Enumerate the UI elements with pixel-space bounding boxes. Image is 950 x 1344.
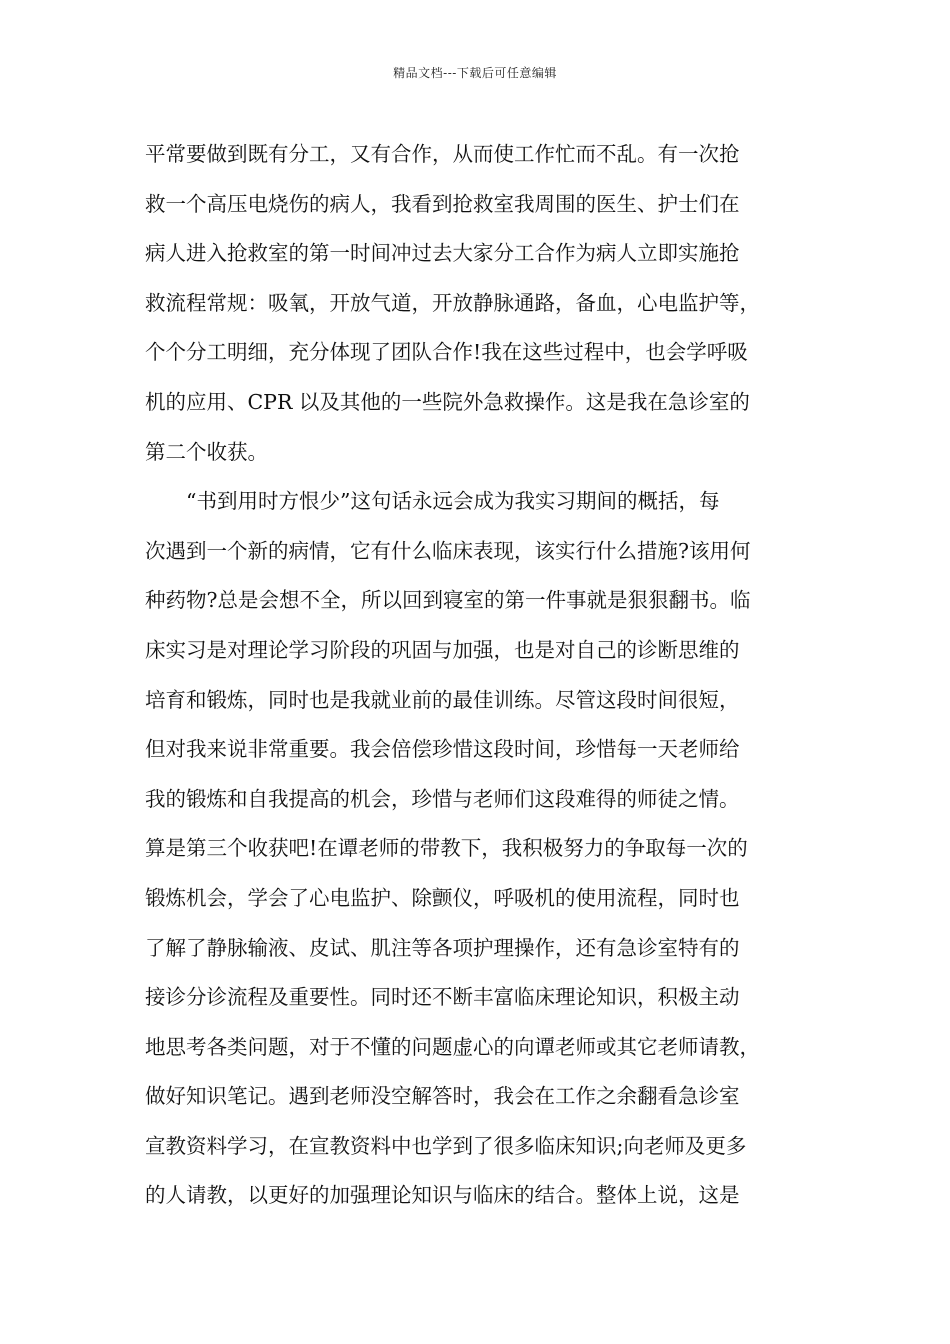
text-line: 但对我来说非常重要。我会倍偿珍惜这段时间，珍惜每一天老师给 bbox=[145, 737, 740, 762]
document-body bbox=[145, 130, 825, 1221]
text-line: 培育和锻炼，同时也是我就业前的最佳训练。尽管这段时间很短， bbox=[145, 687, 740, 712]
text-line: 平常要做到既有分工，又有合作，从而使工作忙而不乱。有一次抢 bbox=[145, 142, 740, 166]
paragraph-2 bbox=[145, 477, 825, 1221]
text-line: 宣教资料学习，在宣教资料中也学到了很多临床知识;向老师及更多 bbox=[145, 1133, 747, 1158]
paragraph-1 bbox=[145, 130, 825, 477]
text-line: 第二个收获。 bbox=[145, 439, 268, 464]
text-line: 次遇到一个新的病情，它有什么临床表现，该实行什么措施?该用何 bbox=[145, 538, 751, 563]
page-header: 精品文档---下载后可任意编辑 bbox=[393, 66, 557, 80]
text-line: 种药物?总是会想不全，所以回到寝室的第一件事就是狠狠翻书。临 bbox=[145, 588, 751, 613]
text-line: 床实习是对理论学习阶段的巩固与加强，也是对自己的诊断思维的 bbox=[145, 637, 740, 662]
text-line: 救流程常规：吸氧，开放气道，开放静脉通路，备血，心电监护等， bbox=[145, 290, 760, 315]
text-line: “书到用时方恨少”这句话永远会成为我实习期间的概括，每 bbox=[186, 489, 720, 514]
text-line: 做好知识笔记。遇到老师没空解答时，我会在工作之余翻看急诊室 bbox=[145, 1084, 740, 1109]
text-line: 病人进入抢救室的第一时间冲过去大家分工合作为病人立即实施抢 bbox=[145, 241, 740, 266]
text-line: 救一个高压电烧伤的病人，我看到抢救室我周围的医生、护士们在 bbox=[145, 191, 740, 216]
text-line: 地思考各类问题，对于不懂的问题虚心的向谭老师或其它老师请教， bbox=[145, 1034, 760, 1059]
text-line: 锻炼机会，学会了心电监护、除颤仪，呼吸机的使用流程，同时也 bbox=[145, 885, 740, 910]
text-line: 我的锻炼和自我提高的机会，珍惜与老师们这段难得的师徒之情。 bbox=[145, 786, 740, 811]
text-line: 机的应用、CPR 以及其他的一些院外急救操作。这是我在急诊室的 bbox=[145, 389, 750, 414]
text-line: 接诊分诊流程及重要性。同时还不断丰富临床理论知识，积极主动 bbox=[145, 985, 740, 1010]
text-line: 的人请教，以更好的加强理论知识与临床的结合。整体上说，这是 bbox=[145, 1183, 740, 1208]
text-line: 了解了静脉输液、皮试、肌注等各项护理操作，还有急诊室特有的 bbox=[145, 935, 740, 960]
text-line: 算是第三个收获吧!在谭老师的带教下，我积极努力的争取每一次的 bbox=[145, 836, 748, 861]
text-line: 个个分工明细，充分体现了团队合作!我在这些过程中，也会学呼吸 bbox=[145, 340, 748, 365]
